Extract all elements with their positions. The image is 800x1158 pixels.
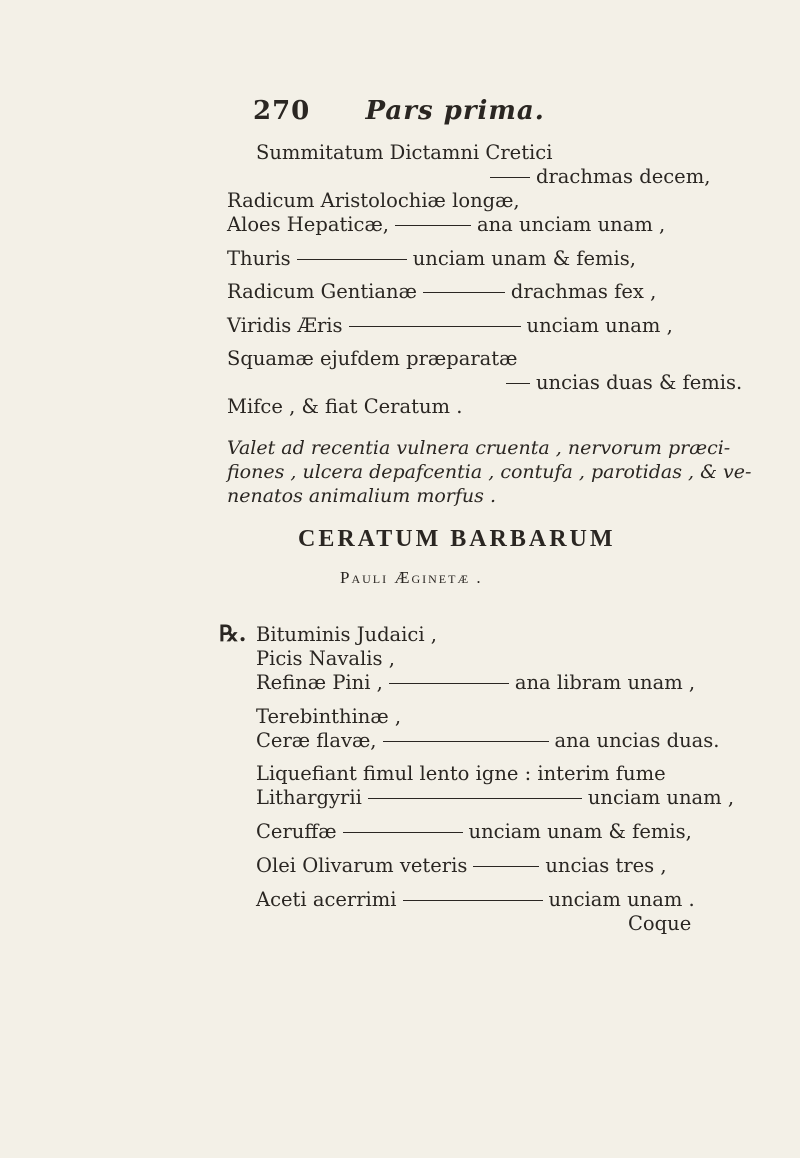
instruction-line: Liquefiant fimul lento igne : interim fume (256, 762, 666, 785)
dash-rule (389, 683, 509, 684)
dash-rule (506, 383, 530, 384)
dash-rule (403, 900, 543, 901)
ingredient-line (256, 854, 667, 878)
quantity-text: uncias tres , (545, 854, 667, 877)
quantity-text: drachmas decem, (536, 165, 711, 188)
ingredient-name: Radicum Gentianæ (227, 280, 417, 303)
ingredient-line (256, 729, 720, 753)
dash-rule (349, 326, 521, 327)
ingredient-name: Aceti acerrimi (256, 888, 397, 911)
ingredient-name: Viridis Æris (227, 314, 343, 337)
ingredient-name: Ceræ flavæ, (256, 729, 377, 752)
virtues-line: nenatos animalium morfus . (227, 485, 496, 507)
running-title: Pars prima. (365, 96, 545, 126)
quantity-text: unciam unam , (587, 786, 735, 809)
dash-rule (490, 177, 530, 178)
ingredient-line (256, 820, 692, 844)
ingredient-line: Terebinthinæ , (256, 705, 402, 728)
recipe-symbol: ℞. (219, 621, 247, 647)
ingredient-name: Ceruffæ (256, 820, 337, 843)
ingredient-line (256, 888, 695, 912)
quantity-text: drachmas fex , (510, 280, 657, 303)
ingredient-name: Lithargyrii (256, 786, 362, 809)
ingredient-line (256, 671, 695, 695)
ingredient-line: Bituminis Judaici , (256, 623, 437, 646)
dash-rule (343, 832, 463, 833)
ingredient-line: Summitatum Dictamni Cretici (256, 141, 553, 164)
section-author: Pauli Æginetæ . (340, 568, 483, 587)
ingredient-line: Radicum Aristolochiæ longæ, (227, 189, 520, 212)
ingredient-line: Picis Navalis , (256, 647, 395, 670)
quantity-text: unciam unam , (526, 314, 673, 337)
dash-rule (423, 292, 505, 293)
section-title: CERATUM BARBARUM (298, 526, 616, 552)
ingredient-line (500, 371, 742, 395)
dash-rule (383, 741, 549, 742)
ingredient-line: Squamæ ejufdem præparatæ (227, 347, 518, 370)
ingredient-line (227, 280, 656, 304)
dash-rule (368, 798, 582, 799)
quantity-text: ana uncias duas. (554, 729, 720, 752)
page-header (253, 96, 545, 126)
quantity-text: ana libram unam , (514, 671, 696, 694)
ingredient-line (227, 314, 673, 338)
dash-rule (395, 225, 471, 226)
quantity-text: uncias duas & femis. (536, 371, 743, 394)
quantity-text: unciam unam & femis, (468, 820, 692, 843)
ingredient-name: Refinæ Pini , (256, 671, 383, 694)
quantity-text: unciam unam & femis, (412, 247, 636, 270)
quantity-text: ana unciam unam , (476, 213, 666, 236)
ingredient-line (227, 247, 636, 271)
ingredient-name: Thuris (227, 247, 291, 270)
ingredient-line (484, 165, 710, 189)
ingredient-name: Olei Olivarum veteris (256, 854, 468, 877)
instruction-line: Mifce , & fiat Ceratum . (227, 395, 463, 418)
quantity-text: unciam unam . (548, 888, 695, 911)
dash-rule (297, 259, 407, 260)
ingredient-line (256, 786, 734, 810)
ingredient-name: Aloes Hepaticæ, (227, 213, 389, 236)
dash-rule (473, 866, 539, 867)
virtues-line: fiones , ulcera depafcentia , contufa , parotidas , & ve- (227, 461, 752, 483)
catchword: Coque (628, 912, 692, 935)
ingredient-line (227, 213, 665, 237)
virtues-line: Valet ad recentia vulnera cruenta , nervorum præci- (227, 437, 731, 459)
page-number: 270 (253, 96, 311, 126)
